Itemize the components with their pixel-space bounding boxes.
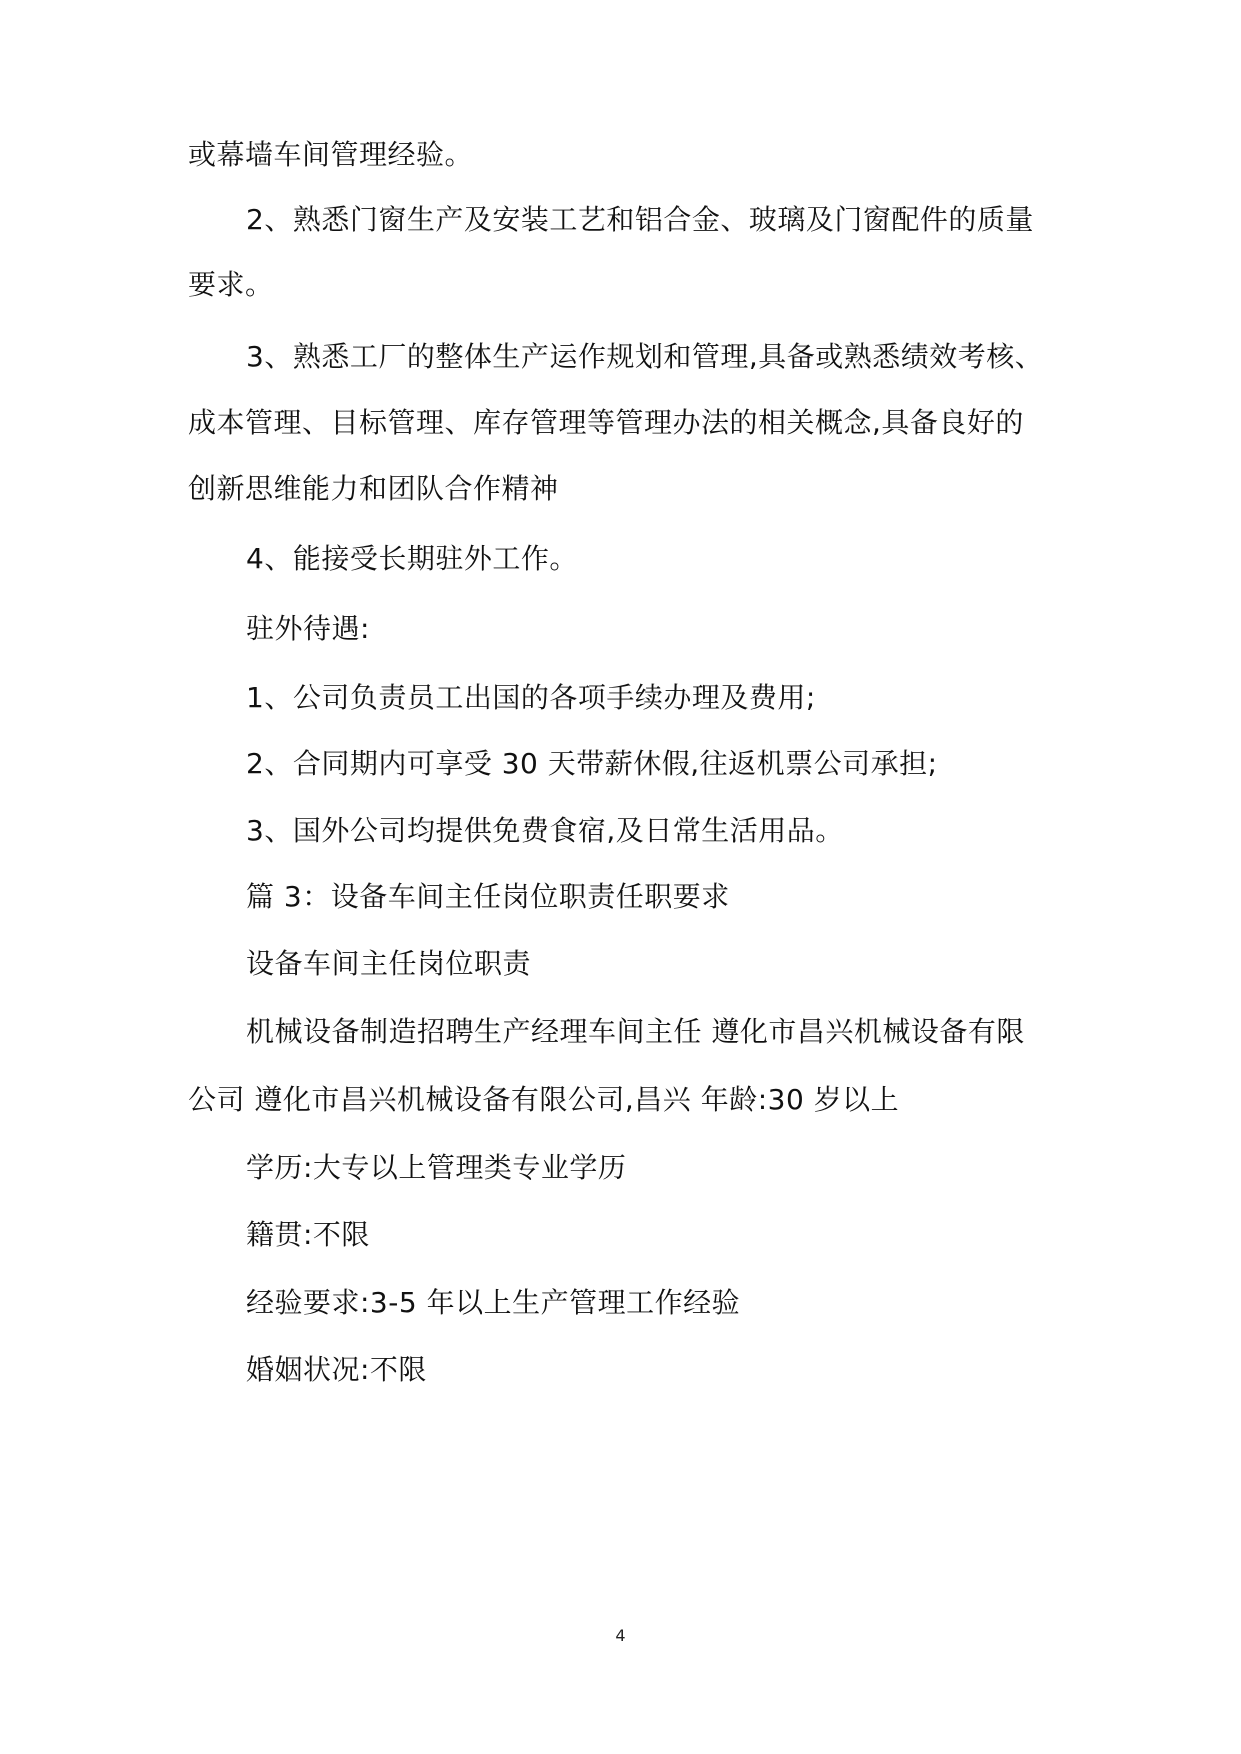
text-line-19: 婚姻状况:不限 — [246, 1353, 427, 1386]
page-number: 4 — [615, 1626, 626, 1645]
text-line-18: 经验要求:3-5 年以上生产管理工作经验 — [246, 1286, 741, 1319]
text-line-3: 要求。 — [188, 268, 274, 301]
text-line-11: 3、国外公司均提供免费食宿,及日常生活用品。 — [246, 814, 844, 847]
text-line-10: 2、合同期内可享受 30 天带薪休假,往返机票公司承担; — [246, 747, 938, 780]
text-line-14: 机械设备制造招聘生产经理车间主任 遵化市昌兴机械设备有限 — [246, 1015, 1025, 1048]
text-line-4: 3、熟悉工厂的整体生产运作规划和管理,具备或熟悉绩效考核、 — [246, 340, 1044, 373]
text-line-2: 2、熟悉门窗生产及安装工艺和铝合金、玻璃及门窗配件的质量 — [246, 203, 1034, 236]
section-heading: 篇 3：设备车间主任岗位职责任职要求 — [246, 880, 730, 913]
text-line-16: 学历:大专以上管理类专业学历 — [246, 1151, 627, 1184]
text-line-1: 或幕墙车间管理经验。 — [188, 138, 474, 171]
text-line-5: 成本管理、目标管理、库存管理等管理办法的相关概念,具备良好的 — [188, 406, 1024, 439]
text-line-8: 驻外待遇: — [246, 612, 370, 645]
text-line-13: 设备车间主任岗位职责 — [246, 947, 532, 980]
text-line-7: 4、能接受长期驻外工作。 — [246, 542, 578, 575]
text-line-15: 公司 遵化市昌兴机械设备有限公司,昌兴 年龄:30 岁以上 — [188, 1083, 900, 1116]
text-line-17: 籍贯:不限 — [246, 1218, 370, 1251]
text-line-9: 1、公司负责员工出国的各项手续办理及费用; — [246, 681, 816, 714]
text-line-6: 创新思维能力和团队合作精神 — [188, 472, 559, 505]
